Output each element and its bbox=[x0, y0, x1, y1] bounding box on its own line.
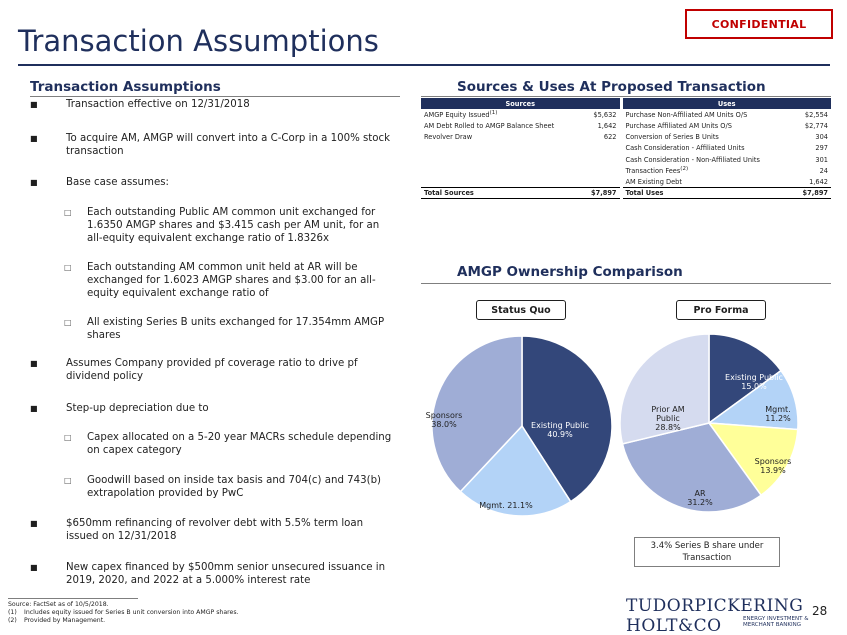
status-quo-label: Status Quo bbox=[476, 300, 566, 320]
sources-uses-header: Sources & Uses At Proposed Transaction bbox=[457, 79, 766, 95]
footnote-1: (1) Includes equity issued for Series B unit conversion into AMGP shares. bbox=[8, 609, 239, 616]
bullet-text: Each outstanding AM common unit held at AR will be exchanged for 1.6023 AMGP shares and $3.00 for an all-equity equivalent exchange ratio of bbox=[87, 262, 376, 299]
sources-uses-table bbox=[421, 98, 831, 199]
status-quo-pie bbox=[426, 336, 612, 516]
bullet-text: Each outstanding Public AM common unit exchanged for 1.6350 AMGP shares and $3.415 cash per AM unit, for an all-equity equivalent exchange ratio of 1.8326x bbox=[87, 207, 380, 244]
use-value: 1,642 bbox=[809, 177, 828, 186]
square-bullet-icon: ■ bbox=[30, 134, 38, 143]
source-label: Revolver Draw bbox=[424, 133, 473, 142]
sources-uses-header-rule bbox=[421, 96, 831, 97]
use-label: Purchase Affiliated AM Units O/S bbox=[625, 121, 732, 130]
logo-line-2: HOLT&CO bbox=[626, 616, 722, 635]
pro-forma-label: Pro Forma bbox=[676, 300, 766, 320]
use-value: 304 bbox=[815, 133, 828, 142]
bullet-text: Assumes Company provided pf coverage ratio to drive pf dividend policy bbox=[66, 358, 358, 382]
hollow-square-bullet-icon: □ bbox=[64, 476, 72, 485]
use-label: Transaction Fees$^{(2)}$ bbox=[625, 166, 689, 176]
table-row bbox=[421, 154, 831, 165]
list-item bbox=[30, 98, 250, 110]
pie-slice-label: Sponsors 38.0% bbox=[425, 411, 463, 429]
square-bullet-icon: ■ bbox=[30, 563, 38, 572]
page-title: Transaction Assumptions bbox=[18, 24, 379, 58]
use-label: Conversion of Series B Units bbox=[625, 133, 719, 142]
bullet-text: All existing Series B units exchanged for 17.354mm AMGP shares bbox=[87, 317, 385, 341]
use-label: Purchase Non-Affiliated AM Units O/S bbox=[625, 110, 748, 119]
source-value: $5,632 bbox=[571, 109, 621, 120]
pro-forma-pie bbox=[620, 334, 798, 512]
ownership-header-rule bbox=[421, 283, 831, 284]
assumptions-header: Transaction Assumptions bbox=[30, 79, 221, 95]
total-uses-label: Total Uses bbox=[621, 188, 781, 199]
pie-slice-label: Mgmt. 21.1% bbox=[479, 501, 533, 510]
pie-slice-label: Prior AM Public 28.8% bbox=[651, 405, 685, 432]
pie-slice-label: Sponsors 13.9% bbox=[754, 457, 792, 475]
list-item bbox=[30, 132, 391, 157]
series-b-note: 3.4% Series B share under Transaction bbox=[634, 537, 780, 567]
page-number: 28 bbox=[812, 604, 828, 618]
use-label: Cash Consideration - Non-Affiliated Units bbox=[625, 155, 760, 164]
footnotes bbox=[8, 601, 239, 625]
pie-slice-label: AR 31.2% bbox=[687, 489, 713, 507]
footnote-divider bbox=[8, 598, 138, 599]
title-divider bbox=[18, 64, 830, 66]
source-value: 1,642 bbox=[571, 120, 621, 131]
bullet-text: Step-up depreciation due to bbox=[66, 403, 209, 414]
list-item bbox=[30, 176, 169, 188]
uses-column-header: Uses bbox=[621, 98, 831, 109]
sources-column-header: Sources bbox=[421, 98, 621, 109]
ownership-header: AMGP Ownership Comparison bbox=[457, 264, 683, 280]
table-row bbox=[421, 143, 831, 154]
source-value: 622 bbox=[571, 132, 621, 143]
list-item bbox=[30, 357, 358, 382]
table-row bbox=[421, 132, 831, 143]
assumptions-header-rule bbox=[30, 96, 400, 97]
pie-slice-label: Mgmt. 11.2% bbox=[765, 405, 791, 423]
bullet-text: Capex allocated on a 5-20 year MACRs schedule depending on capex category bbox=[87, 432, 392, 456]
pie-slice-label: Existing Public 15.0% bbox=[725, 373, 783, 391]
bullet-text: Transaction effective on 12/31/2018 bbox=[66, 99, 250, 110]
bullet-text: To acquire AM, AMGP will convert into a C-Corp in a 100% stock transaction bbox=[66, 133, 391, 157]
total-sources-label: Total Sources bbox=[421, 188, 571, 199]
bullet-text: Goodwill based on inside tax basis and 704(c) and 743(b) extrapolation provided by PwC bbox=[87, 475, 382, 499]
table-row bbox=[421, 165, 831, 176]
totals-row bbox=[421, 188, 831, 199]
table-row bbox=[421, 120, 831, 131]
logo-tagline: ENERGY INVESTMENT & MERCHANT BANKING bbox=[743, 616, 809, 628]
logo-line-1: TUDORPICKERING bbox=[626, 596, 804, 616]
use-label: AM Existing Debt bbox=[625, 177, 682, 186]
ownership-pie-charts bbox=[420, 320, 820, 532]
hollow-square-bullet-icon: □ bbox=[64, 208, 72, 217]
use-value: $2,774 bbox=[804, 121, 828, 130]
hollow-square-bullet-icon: □ bbox=[64, 263, 72, 272]
use-value: 301 bbox=[815, 155, 828, 164]
square-bullet-icon: ■ bbox=[30, 404, 38, 413]
pie-slice-label: Existing Public 40.9% bbox=[531, 421, 589, 439]
use-value: $2,554 bbox=[804, 110, 828, 119]
table-header-row bbox=[421, 98, 831, 109]
hollow-square-bullet-icon: □ bbox=[64, 318, 72, 327]
square-bullet-icon: ■ bbox=[30, 178, 38, 187]
square-bullet-icon: ■ bbox=[30, 519, 38, 528]
confidential-badge: CONFIDENTIAL bbox=[685, 9, 833, 39]
use-value: 24 bbox=[819, 166, 828, 175]
footnote-2: (2) Provided by Management. bbox=[8, 617, 106, 624]
hollow-square-bullet-icon: □ bbox=[64, 433, 72, 442]
square-bullet-icon: ■ bbox=[30, 100, 38, 109]
list-item bbox=[30, 561, 386, 586]
use-value: 297 bbox=[815, 144, 828, 153]
source-label: AM Debt Rolled to AMGP Balance Sheet bbox=[424, 121, 555, 130]
square-bullet-icon: ■ bbox=[30, 359, 38, 368]
table-row bbox=[421, 176, 831, 187]
use-label: Cash Consideration - Affiliated Units bbox=[625, 144, 745, 153]
source-note: Source: FactSet as of 10/5/2018. bbox=[8, 601, 109, 608]
total-sources-value: $7,897 bbox=[571, 188, 621, 199]
bullet-text: New capex financed by $500mm senior unsecured issuance in 2019, 2020, and 2022 at a 5.000% interest rate bbox=[66, 562, 386, 586]
list-item bbox=[30, 517, 364, 542]
table-row bbox=[421, 109, 831, 120]
bullet-text: $650mm refinancing of revolver debt with 5.5% term loan issued on 12/31/2018 bbox=[66, 518, 364, 542]
source-label: AMGP Equity Issued$^{(1)}$ bbox=[424, 110, 498, 120]
total-uses-value: $7,897 bbox=[781, 188, 831, 199]
company-logo bbox=[626, 596, 809, 635]
bullet-text: Base case assumes: bbox=[66, 177, 169, 188]
list-item bbox=[30, 402, 209, 414]
